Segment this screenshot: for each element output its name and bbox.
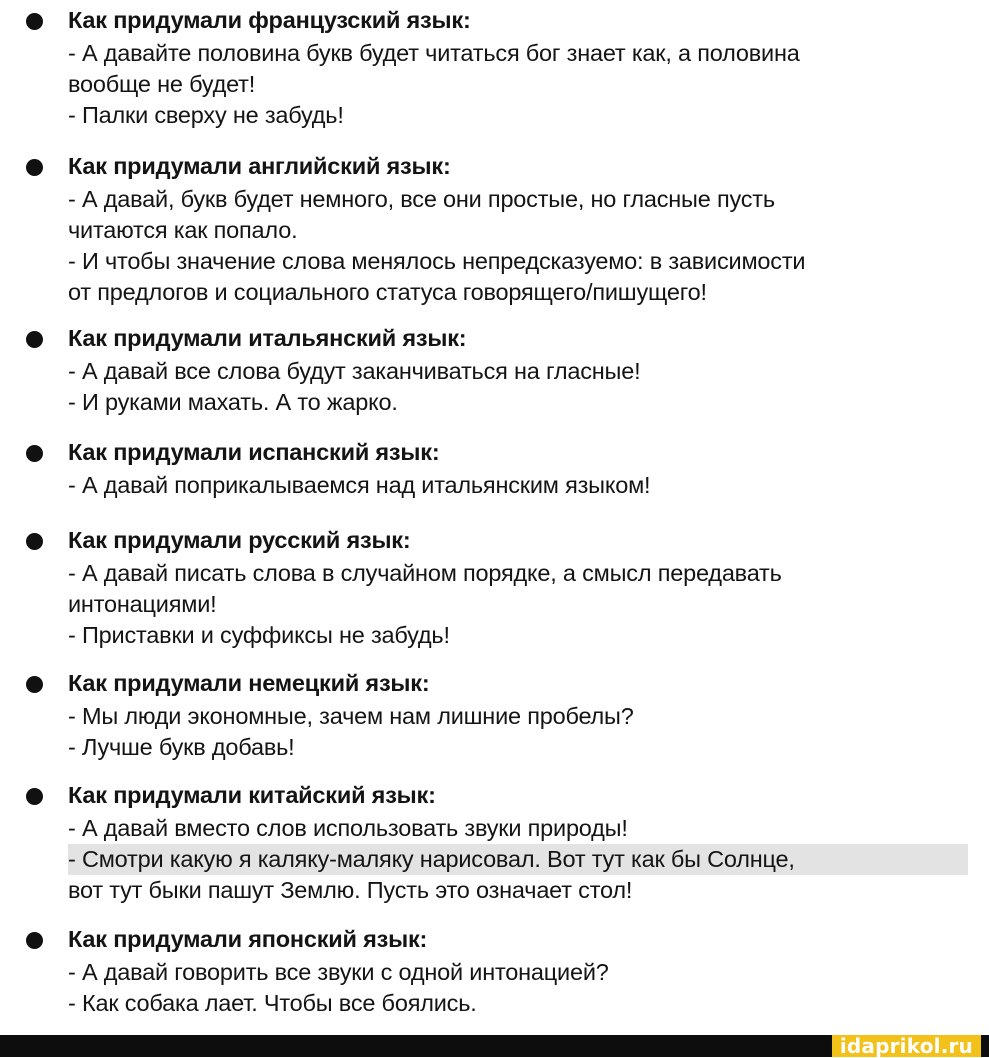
section-heading: Как придумали японский язык: (68, 926, 428, 952)
body-line: - Лучше букв добавь! (68, 734, 295, 760)
body-line: - Мы люди экономные, зачем нам лишние пробелы? (68, 703, 634, 729)
body-line: вообще не будет! (68, 71, 256, 97)
body-line: читаются как попало. (68, 217, 298, 243)
body-line: - Смотри какую я каляку-маляку нарисовал. Вот тут как бы Солнце, (68, 844, 968, 875)
footer-bar (0, 1035, 989, 1057)
bullet-icon (26, 331, 43, 348)
bullet-icon (26, 932, 43, 949)
body-line: интонациями! (68, 591, 217, 617)
body-line: вот тут быки пашут Землю. Пусть это означает стол! (68, 877, 633, 903)
section-body (68, 184, 968, 308)
bullet-icon (26, 159, 43, 176)
section-body (68, 356, 968, 418)
section-body (68, 38, 968, 131)
body-line: - Палки сверху не забудь! (68, 102, 344, 128)
body-line: - А давай вместо слов использовать звуки природы! (68, 815, 628, 841)
section-heading: Как придумали русский язык: (68, 527, 411, 553)
section-body (68, 470, 968, 501)
bullet-icon (26, 676, 43, 693)
body-line: - А давай, букв будет немного, все они простые, но гласные пусть (68, 186, 775, 212)
body-line: - А давай писать слова в случайном порядке, а смысл передавать (68, 560, 782, 586)
body-line: - Как собака лает. Чтобы все боялись. (68, 990, 477, 1016)
body-line: - И чтобы значение слова менялось непредсказуемо: в зависимости (68, 248, 806, 274)
section-heading: Как придумали испанский язык: (68, 439, 440, 465)
bullet-icon (26, 788, 43, 805)
watermark-logo: idaprikol.ru (832, 1035, 981, 1057)
bullet-icon (26, 533, 43, 550)
body-line: - А давай поприкалываемся над итальянским языком! (68, 472, 651, 498)
body-line: - А давай все слова будут заканчиваться на гласные! (68, 358, 641, 384)
bullet-icon (26, 13, 43, 30)
body-line: - А давай говорить все звуки с одной интонацией? (68, 959, 609, 985)
section-heading: Как придумали французский язык: (68, 7, 471, 33)
body-line: - Приставки и суффиксы не забудь! (68, 622, 450, 648)
section-body (68, 813, 968, 906)
bullet-icon (26, 445, 43, 462)
section-heading: Как придумали китайский язык: (68, 782, 436, 808)
body-line: - И руками махать. А то жарко. (68, 389, 398, 415)
section-body (68, 558, 968, 651)
section-body (68, 701, 968, 763)
section-heading: Как придумали итальянский язык: (68, 325, 467, 351)
body-line: от предлогов и социального статуса говорящего/пишущего! (68, 279, 707, 305)
section-heading: Как придумали английский язык: (68, 153, 451, 179)
body-line: - А давайте половина букв будет читаться бог знает как, а половина (68, 40, 800, 66)
section-body (68, 957, 968, 1019)
section-heading: Как придумали немецкий язык: (68, 670, 430, 696)
